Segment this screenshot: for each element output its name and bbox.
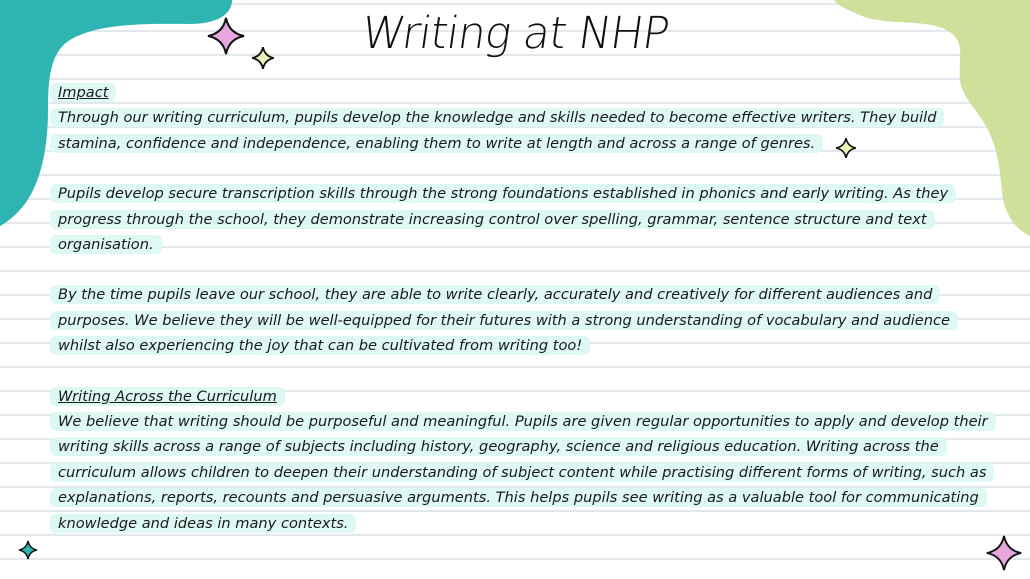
paragraph-text: Through our writing curriculum, pupils develop the knowledge and skills needed to become effective writers. They build stamina, confidence and independence, enabling them to write at length and across a range of genres. <box>50 108 944 152</box>
paragraph <box>50 181 990 257</box>
teal-sparkle-icon <box>18 540 38 560</box>
paragraph-text: By the time pupils leave our school, they are able to write clearly, accurately and creatively for different audiences and purposes. We believe they will be well-equipped for their futures with a strong understanding of vocabulary and audience whilst also experiencing the joy that can be cultivated from writing too! <box>50 285 958 355</box>
paragraph-text: We believe that writing should be purposeful and meaningful. Pupils are given regular opportunities to apply and develop their writing skills across a range of subjects including history, geography, science and religious education. Writing across the curriculum allows children to deepen their understanding of subject content while practising different forms of writing, such as explanations, reports, recounts and persuasive arguments. This helps pupils see writing as a valuable tool for communicating knowledge and ideas in many contexts. <box>50 412 996 533</box>
section-heading-impact: Impact <box>50 83 116 102</box>
paragraph <box>50 105 990 156</box>
page-title: Writing at NHP <box>358 8 672 59</box>
writing-across-curriculum-section <box>50 384 990 536</box>
content-body <box>50 80 990 536</box>
pink-sparkle-icon <box>985 534 1023 572</box>
paragraph-text: Pupils develop secure transcription skills through the strong foundations established in phonics and early writing. As they progress through the school, they demonstrate increasing control over spelling, grammar, sentence structure and text organisation. <box>50 184 956 254</box>
paragraph <box>50 409 990 536</box>
paragraph <box>50 282 990 358</box>
impact-section <box>50 80 990 359</box>
section-heading-writing-across-the-curriculum: Writing Across the Curriculum <box>50 387 285 406</box>
